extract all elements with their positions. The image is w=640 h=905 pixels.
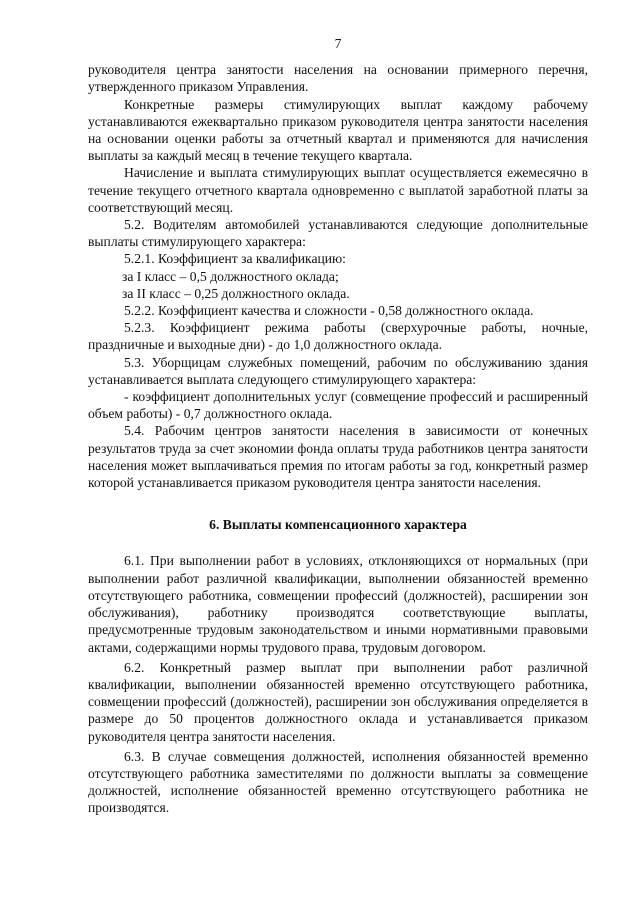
paragraph: - коэффициент дополнительных услуг (совмещение профессий и расширенный объем работы) - 0,7 должностного оклада. [88, 389, 588, 422]
section-6-text [88, 552, 588, 816]
paragraph: 5.2. Водителям автомобилей устанавливаются следующие дополнительные выплаты стимулирующего характера: [88, 217, 588, 250]
paragraph: за I класс – 0,5 должностного оклада; [122, 268, 339, 284]
page-number: 7 [334, 36, 342, 51]
paragraph: 6.1. При выполнении работ в условиях, отклоняющихся от нормальных (при выполнении работ различной квалификации, выполнении обязанностей временно отсутствующего работника, совмещении профессий (должностей), расширении зон обслуживания), работнику производятся соответствующие выплаты, предусмотренные трудовым законодательством и иными нормативными правовыми актами, содержащими нормы трудового права, трудовым договором. [88, 553, 588, 655]
paragraph: 5.3. Уборщицам служебных помещений, рабочим по обслуживанию здания устанавливается выплата следующего стимулирующего характера: [88, 354, 588, 387]
paragraph: 5.2.1. Коэффициент за квалификацию: [124, 251, 346, 267]
paragraph: Начисление и выплата стимулирующих выплат осуществляется ежемесячно в течение текущего отчетного квартала одновременно с выплатой заработной платы за соответствующий месяц. [88, 165, 588, 215]
paragraph: 6.2. Конкретный размер выплат при выполнении работ различной квалификации, выполнении обязанностей временно отсутствующего работника, совмещении профессий (должностей), расширении зон обслуживания определяется в размере до 50 процентов должностного оклада и устанавливается приказом руководителя центра занятости населения. [88, 659, 588, 744]
paragraph: руководителя центра занятости населения на основании примерного перечня, утвержденного приказом Управления. [88, 62, 588, 95]
section-heading: 6. Выплаты компенсационного характера [209, 517, 467, 533]
paragraph: Конкретные размеры стимулирующих выплат каждому рабочему устанавливаются ежеквартально приказом руководителя центра занятости населения на основании оценки работы за отчетный квартал и применяются для начисления выплаты за каждый месяц в течение текущего квартала. [88, 96, 588, 164]
paragraph: 5.2.3. Коэффициент режима работы (сверхурочные работы, ночные, праздничные и выходные дни) - до 1,0 должностного оклада. [88, 320, 588, 353]
section-5-text [88, 61, 588, 491]
paragraph: за II класс – 0,25 должностного оклада. [122, 285, 350, 301]
paragraph: 5.2.2. Коэффициент качества и сложности - 0,58 должностного оклада. [124, 303, 534, 319]
paragraph: 5.4. Рабочим центров занятости населения в зависимости от конечных результатов труда за счет экономии фонда оплаты труда работников центра занятости населения может выплачиваться премия по итогам работы за год, конкретный размер которой устанавливается приказом руководителя центра занятости населения. [88, 423, 588, 491]
paragraph: 6.3. В случае совмещения должностей, исполнения обязанностей временно отсутствующего работника заместителями по должности выплаты за совмещение должностей, исполнение обязанностей временно отсутствующего работника не производятся. [88, 748, 588, 816]
